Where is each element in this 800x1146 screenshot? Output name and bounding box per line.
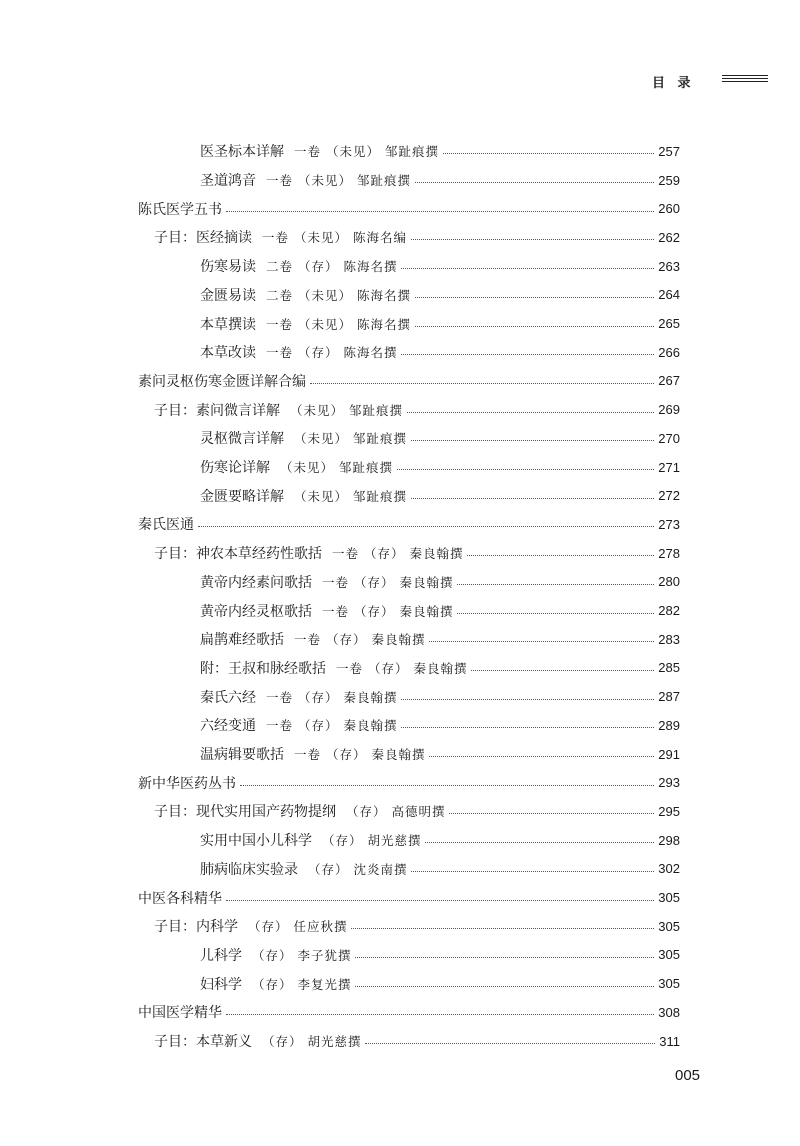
dot-leader: [471, 669, 654, 671]
entry-title: 金匮要略详解: [200, 488, 284, 505]
dot-leader: [425, 841, 654, 843]
subentry-prefix: 子目：: [154, 402, 196, 419]
toc-subentry: [200, 654, 680, 683]
toc-section-entry: [138, 510, 680, 539]
dot-leader: [355, 956, 654, 958]
entry-title: 金匮易读: [200, 287, 256, 304]
entry-title: 灵枢微言详解: [200, 431, 284, 448]
entry-page-number: 278: [658, 545, 680, 561]
toc-subentry: [200, 740, 680, 769]
entry-page-number: 289: [658, 717, 680, 733]
entry-detail: 一卷 （存） 秦良翰撰: [332, 546, 464, 562]
toc-subentry: [200, 424, 680, 453]
dot-leader: [310, 382, 654, 384]
dot-leader: [429, 755, 654, 757]
dot-leader: [401, 698, 654, 700]
entry-title: 扁鹊难经歌括: [200, 632, 284, 649]
entry-title: 肺病临床实验录: [200, 861, 298, 878]
entry-detail: 一卷 （存） 陈海名撰: [266, 345, 398, 361]
toc-section-entry: [138, 883, 680, 912]
entry-detail: （存） 任应秋撰: [248, 919, 348, 935]
toc-subentry: [200, 625, 680, 654]
subentry-prefix: 子目：: [154, 546, 196, 563]
entry-detail: （存） 高德明撰: [346, 804, 446, 820]
entry-page-number: 280: [658, 574, 680, 590]
toc-section-entry: [138, 194, 680, 223]
entry-title: 伤寒论详解: [200, 460, 270, 477]
dot-leader: [226, 210, 654, 212]
dot-leader: [365, 1042, 655, 1044]
dot-leader: [449, 812, 654, 814]
entry-title: 黄帝内经素问歌括: [200, 574, 312, 591]
toc-subentry: [200, 137, 680, 166]
dot-leader: [443, 152, 654, 154]
entry-title: 秦氏医通: [138, 517, 194, 534]
dot-leader: [457, 612, 654, 614]
entry-title: 六经变通: [200, 718, 256, 735]
toc-subentry: [200, 281, 680, 310]
entry-page-number: 260: [658, 201, 680, 217]
entry-detail: 二卷 （存） 陈海名撰: [266, 259, 398, 275]
entry-detail: 一卷 （存） 秦良翰撰: [294, 747, 426, 763]
entry-detail: 一卷 （未见） 陈海名撰: [266, 316, 411, 332]
entry-title: 素问微言详解: [196, 402, 280, 419]
entry-page-number: 308: [658, 1004, 680, 1020]
entry-title: 实用中国小儿科学: [200, 833, 312, 850]
entry-page-number: 266: [658, 344, 680, 360]
entry-detail: 一卷 （存） 秦良翰撰: [336, 660, 468, 676]
entry-title: 医圣标本详解: [200, 144, 284, 161]
entry-detail: （存） 沈炎南撰: [308, 861, 408, 877]
entry-detail: （存） 胡光慈撰: [262, 1034, 362, 1050]
dot-leader: [411, 870, 654, 872]
entry-title: 黄帝内经灵枢歌括: [200, 603, 312, 620]
entry-page-number: 257: [658, 143, 680, 159]
entry-title: 新中华医药丛书: [138, 775, 236, 792]
entry-title: 附：王叔和脉经歌括: [200, 660, 326, 677]
toc-subentry: [154, 395, 680, 424]
entry-page-number: 305: [658, 976, 680, 992]
entry-page-number: 305: [658, 947, 680, 963]
dot-leader: [457, 583, 654, 585]
entry-page-number: 267: [658, 373, 680, 389]
entry-page-number: 263: [658, 258, 680, 274]
dot-leader: [240, 784, 654, 786]
dot-leader: [467, 554, 654, 556]
entry-detail: 一卷 （存） 秦良翰撰: [266, 718, 398, 734]
toc-subentry: [154, 912, 680, 941]
entry-detail: 一卷 （存） 秦良翰撰: [322, 574, 454, 590]
toc-subentry: [200, 568, 680, 597]
entry-detail: （存） 胡光慈撰: [322, 833, 422, 849]
entry-title: 本草新义: [196, 1034, 252, 1051]
entry-page-number: 265: [658, 316, 680, 332]
entry-title: 本草改读: [200, 345, 256, 362]
header-rule-lines: [722, 75, 768, 84]
entry-title: 温病辑要歌括: [200, 747, 284, 764]
entry-title: 内科学: [196, 919, 238, 936]
toc-subentry: [200, 166, 680, 195]
dot-leader: [415, 181, 654, 183]
entry-title: 中国医学精华: [138, 1005, 222, 1022]
toc-subentry: [154, 539, 680, 568]
toc-subentry: [200, 969, 680, 998]
dot-leader: [411, 439, 654, 441]
entry-detail: （未见） 邹趾痕撰: [294, 488, 407, 504]
entry-page-number: 285: [658, 660, 680, 676]
toc-subentry: [154, 223, 680, 252]
entry-detail: 一卷 （未见） 邹趾痕撰: [294, 144, 439, 160]
entry-detail: 一卷 （存） 秦良翰撰: [266, 689, 398, 705]
toc-section-entry: [138, 768, 680, 797]
entry-page-number: 305: [658, 890, 680, 906]
dot-leader: [355, 985, 654, 987]
toc-subentry: [154, 797, 680, 826]
entry-title: 素问灵枢伤寒金匮详解合编: [138, 373, 306, 390]
entry-detail: （存） 李复光撰: [252, 976, 352, 992]
toc-subentry: [154, 1027, 680, 1056]
entry-detail: 一卷 （未见） 陈海名编: [262, 230, 407, 246]
toc-subentry: [200, 711, 680, 740]
entry-page-number: 282: [658, 603, 680, 619]
dot-leader: [411, 497, 654, 499]
entry-title: 本草撰读: [200, 316, 256, 333]
subentry-prefix: 子目：: [154, 804, 196, 821]
entry-page-number: 272: [658, 488, 680, 504]
dot-leader: [407, 411, 654, 413]
entry-title: 中医各科精华: [138, 890, 222, 907]
entry-page-number: 262: [658, 229, 680, 245]
dot-leader: [226, 899, 654, 901]
entry-title: 神农本草经药性歌括: [196, 546, 322, 563]
dot-leader: [351, 927, 654, 929]
toc-subentry: [200, 338, 680, 367]
toc-subentry: [200, 309, 680, 338]
toc-section-entry: [138, 367, 680, 396]
entry-page-number: 270: [658, 430, 680, 446]
entry-page-number: 271: [658, 459, 680, 475]
subentry-prefix: 子目：: [154, 919, 196, 936]
entry-page-number: 302: [658, 861, 680, 877]
entry-detail: 一卷 （未见） 邹趾痕撰: [266, 173, 411, 189]
dot-leader: [401, 726, 654, 728]
page-number: 005: [675, 1067, 701, 1084]
entry-title: 妇科学: [200, 976, 242, 993]
toc-subentry: [200, 682, 680, 711]
entry-detail: （未见） 邹趾痕撰: [290, 402, 403, 418]
dot-leader: [411, 238, 654, 240]
subentry-prefix: 子目：: [154, 230, 196, 247]
entry-page-number: 264: [658, 287, 680, 303]
subentry-prefix: 子目：: [154, 1034, 196, 1051]
entry-page-number: 311: [659, 1033, 680, 1049]
entry-detail: 二卷 （未见） 陈海名撰: [266, 287, 411, 303]
entry-detail: （未见） 邹趾痕撰: [294, 431, 407, 447]
page-header-title: 目 录: [652, 76, 695, 91]
toc-subentry: [200, 826, 680, 855]
entry-title: 现代实用国产药物提纲: [196, 804, 336, 821]
entry-title: 圣道鸿音: [200, 173, 256, 190]
entry-title: 医经摘读: [196, 230, 252, 247]
toc-section-entry: [138, 998, 680, 1027]
dot-leader: [198, 525, 654, 527]
entry-page-number: 295: [658, 803, 680, 819]
toc-subentry: [200, 941, 680, 970]
entry-page-number: 291: [658, 746, 680, 762]
dot-leader: [401, 267, 654, 269]
dot-leader: [226, 1013, 654, 1015]
entry-title: 伤寒易读: [200, 259, 256, 276]
entry-detail: （存） 李子犹撰: [252, 947, 352, 963]
dot-leader: [415, 296, 654, 298]
dot-leader: [429, 640, 654, 642]
entry-page-number: 283: [658, 631, 680, 647]
entry-title: 儿科学: [200, 947, 242, 964]
entry-page-number: 287: [658, 689, 680, 705]
dot-leader: [397, 468, 654, 470]
entry-title: 陈氏医学五书: [138, 201, 222, 218]
entry-page-number: 269: [658, 402, 680, 418]
entry-page-number: 273: [658, 516, 680, 532]
toc-subentry: [200, 481, 680, 510]
toc-subentry: [200, 252, 680, 281]
dot-leader: [415, 325, 654, 327]
dot-leader: [401, 353, 654, 355]
entry-page-number: 293: [658, 775, 680, 791]
entry-detail: 一卷 （存） 秦良翰撰: [294, 632, 426, 648]
entry-detail: （未见） 邹趾痕撰: [280, 460, 393, 476]
toc-subentry: [200, 453, 680, 482]
entry-page-number: 298: [658, 832, 680, 848]
entry-detail: 一卷 （存） 秦良翰撰: [322, 603, 454, 619]
entry-page-number: 305: [658, 918, 680, 934]
entry-page-number: 259: [658, 172, 680, 188]
toc-subentry: [200, 855, 680, 884]
toc-subentry: [200, 596, 680, 625]
entry-title: 秦氏六经: [200, 689, 256, 706]
